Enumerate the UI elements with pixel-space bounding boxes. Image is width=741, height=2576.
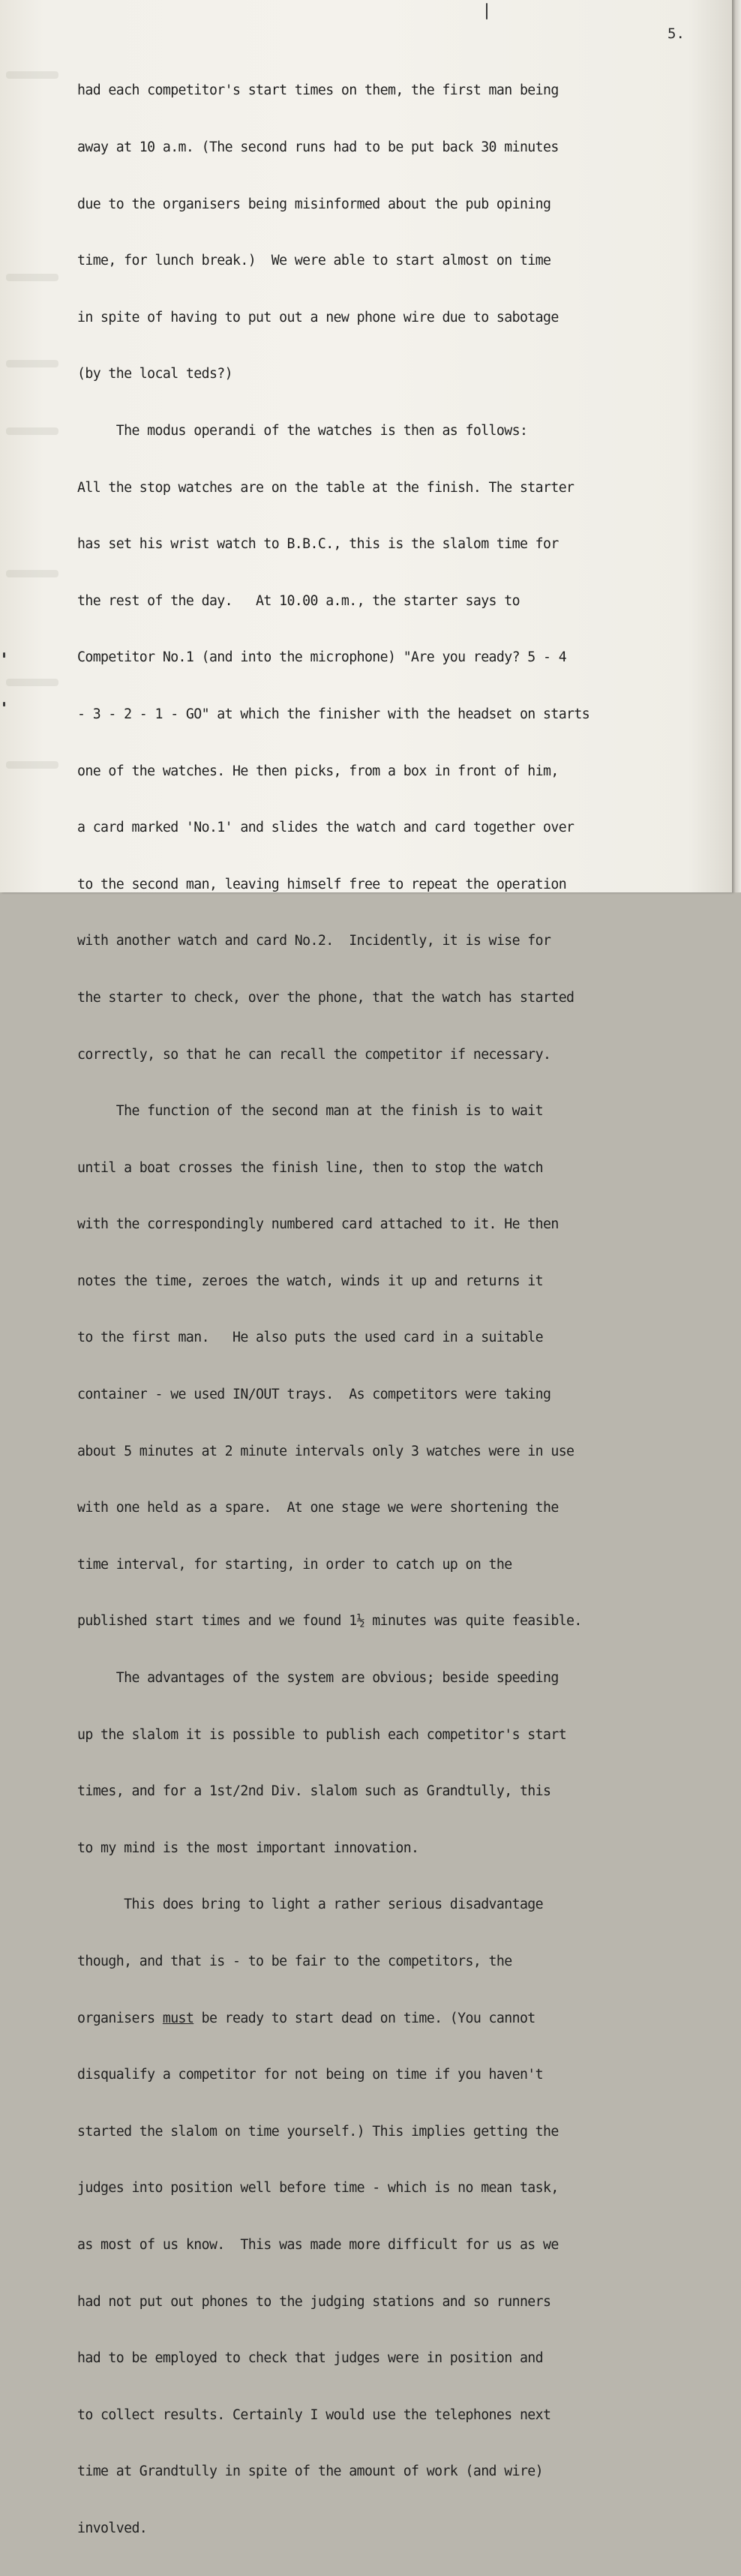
text-line: The function of the second man at the finish is to wait <box>77 1103 543 1120</box>
show-through-mark <box>6 360 58 367</box>
text-line: notes the time, zeroes the watch, winds it up and returns it <box>77 1273 543 1289</box>
margin-mark <box>3 652 5 658</box>
text-line: a card marked 'No.1' and slides the watch and card together over <box>77 820 574 836</box>
page-edge-shadow <box>732 0 741 892</box>
emphasis-underline: must <box>162 2010 194 2026</box>
text-line: with the correspondingly numbered card attached to it. He then <box>77 1216 559 1233</box>
margin-mark <box>3 702 5 706</box>
text-line: All the stop watches are on the table at the finish. The starter <box>77 479 574 496</box>
text-line: to the second man, leaving himself free to repeat the operation <box>77 876 567 892</box>
text-line: with one held as a spare. At one stage we were shortening the <box>77 1500 559 1516</box>
text-line: judges into position well before time - which is no mean task, <box>77 2180 559 2197</box>
text-line: Competitor No.1 (and into the microphone) "Are you ready? 5 - 4 <box>77 649 567 666</box>
text-line: has set his wrist watch to B.B.C., this is the slalom time for <box>77 536 559 553</box>
text-line: published start times and we found 1½ minutes was quite feasible. <box>77 1613 582 1630</box>
page-number: 5. <box>668 25 685 42</box>
text-line: This does bring to light a rather serious disadvantage <box>77 1897 543 1913</box>
text-line: disqualify a competitor for not being on time if you haven't <box>77 2067 543 2083</box>
text-line: to my mind is the most important innovation. <box>77 1840 419 1856</box>
stray-pen-mark <box>486 3 488 19</box>
text-line: organisers must be ready to start dead on time. (You cannot <box>77 2010 536 2026</box>
text-line: had not put out phones to the judging stations and so runners <box>77 2293 551 2310</box>
text-line: one of the watches. He then picks, from a box in front of him, <box>77 763 559 779</box>
text-line: time at Grandtully in spite of the amount of work (and wire) <box>77 2464 543 2480</box>
text-line: times, and for a 1st/2nd Div. slalom such as Grandtully, this <box>77 1783 551 1800</box>
show-through-mark <box>6 761 58 769</box>
text-line: due to the organisers being misinformed about the pub opining <box>77 196 551 212</box>
text-line: away at 10 a.m. (The second runs had to be put back 30 minutes <box>77 139 559 155</box>
text-line: had each competitor's start times on them, the first man being <box>77 82 559 99</box>
show-through-mark <box>6 274 58 281</box>
text-line: in spite of having to put out a new phone wire due to sabotage <box>77 309 559 325</box>
show-through-mark <box>6 427 58 435</box>
show-through-mark <box>6 71 58 79</box>
text-line: time, for lunch break.) We were able to start almost on time <box>77 253 551 269</box>
text-line: with another watch and card No.2. Incidently, it is wise for <box>77 933 551 949</box>
show-through-mark <box>6 570 58 577</box>
text-line: had to be employed to check that judges were in position and <box>77 2350 543 2367</box>
text-line: (by the local teds?) <box>77 366 232 382</box>
text-line: though, and that is - to be fair to the competitors, the <box>77 1954 512 1969</box>
text-line: until a boat crosses the finish line, then to stop the watch <box>77 1159 543 1176</box>
text-line: to collect results. Certainly I would use the telephones next <box>77 2407 551 2423</box>
text-line: to the first man. He also puts the used card in a suitable <box>77 1330 543 1346</box>
text-line: correctly, so that he can recall the competitor if necessary. <box>77 1046 551 1063</box>
text-line: as most of us know. This was made more difficult for us as we <box>77 2236 559 2253</box>
text-line: the rest of the day. At 10.00 a.m., the starter says to <box>77 592 520 609</box>
text-line: The modus operandi of the watches is then as follows: <box>77 422 528 439</box>
text-line: up the slalom it is possible to publish each competitor's start <box>77 1726 567 1743</box>
text-line: - 3 - 2 - 1 - GO" at which the finisher with the headset on starts <box>77 706 590 722</box>
text-line: involved. <box>77 2520 148 2536</box>
text-line: time interval, for starting, in order to catch up on the <box>77 1556 512 1573</box>
show-through-mark <box>6 679 58 686</box>
text-line: the starter to check, over the phone, that the watch has started <box>77 989 574 1006</box>
text-line: about 5 minutes at 2 minute intervals only 3 watches were in use <box>77 1443 574 1459</box>
typewritten-body <box>77 43 707 2576</box>
text-line: The advantages of the system are obvious; beside speeding <box>77 1670 559 1687</box>
text-line: container - we used IN/OUT trays. As competitors were taking <box>77 1387 551 1403</box>
text-line: started the slalom on time yourself.) This implies getting the <box>77 2123 559 2140</box>
